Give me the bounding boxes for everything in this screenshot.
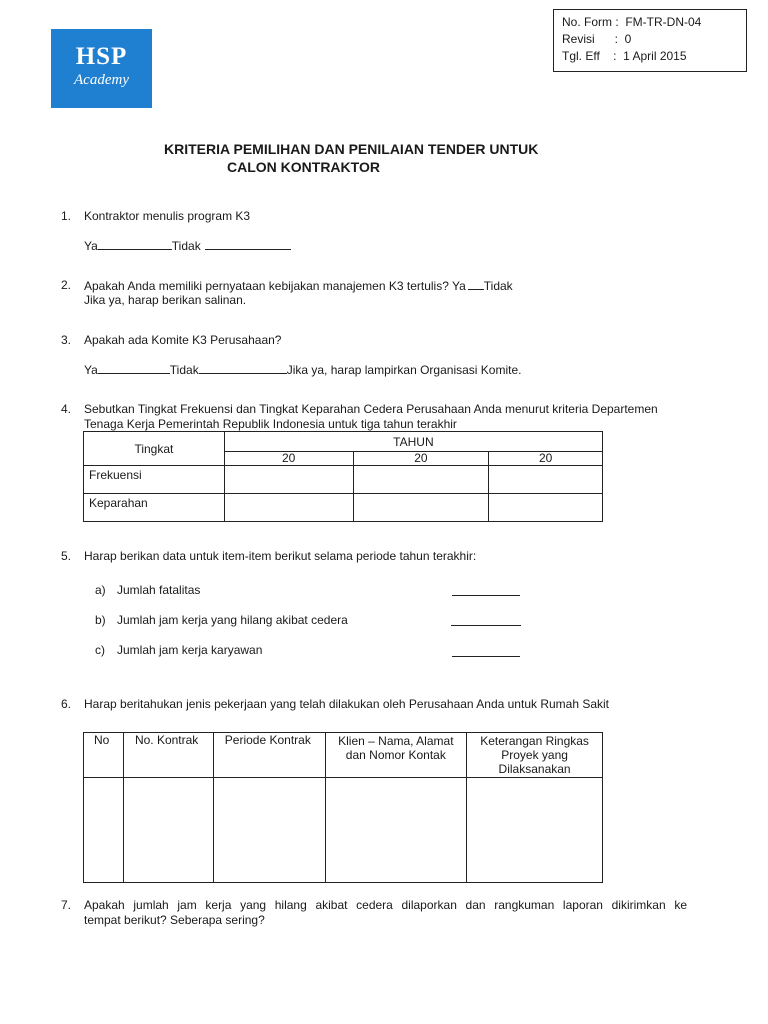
injury-rate-table <box>83 431 603 522</box>
q1-text: Kontraktor menulis program K3 <box>84 209 251 223</box>
q4-text-line2: Tenaga Kerja Pemerintah Republik Indonesia untuk tiga tahun terakhir <box>84 417 457 431</box>
q3-answer-row <box>84 362 521 377</box>
q6-text: Harap beritahukan jenis pekerjaan yang telah dilakukan oleh Perusahaan Anda untuk Rumah Sakit <box>84 697 610 711</box>
q5-item-c-letter: c) <box>95 643 105 657</box>
header-no: No <box>84 733 124 778</box>
q3-number: 3. <box>61 333 72 347</box>
q2-number: 2. <box>61 278 72 292</box>
table-cell[interactable] <box>325 778 467 883</box>
table-cell[interactable] <box>84 778 124 883</box>
q7-text-line1: Apakah jumlah jam kerja yang hilang akibat cedera dilaporkan dan rangkuman laporan dikirimkan ke <box>84 898 687 912</box>
q5-item-a-letter: a) <box>95 583 106 597</box>
header-klien: Klien – Nama, Alamat dan Nomor Kontak <box>325 733 467 778</box>
q7-text-line2: tempat berikut? Seberapa sering? <box>84 913 265 927</box>
q4-number: 4. <box>61 402 72 416</box>
header-keterangan: Keterangan Ringkas Proyek yang Dilaksanakan <box>467 733 603 778</box>
q7-number: 7. <box>61 898 72 912</box>
table-cell[interactable] <box>467 778 603 883</box>
table-cell[interactable] <box>489 494 603 522</box>
q5-number: 5. <box>61 549 72 563</box>
project-history-table <box>83 732 603 883</box>
logo-text-hsp: HSP <box>75 43 128 70</box>
q1-tidak-blank[interactable] <box>205 238 291 250</box>
q2-ya-blank[interactable] <box>468 278 484 290</box>
header-periode-kontrak: Periode Kontrak <box>213 733 325 778</box>
logo-text-academy: Academy <box>74 72 129 88</box>
form-info-box <box>553 9 747 72</box>
q4-text-line1: Sebutkan Tingkat Frekuensi dan Tingkat Keparahan Cedera Perusahaan Anda menurut kriteria Departemen <box>84 402 658 416</box>
q5-item-b-label: Jumlah jam kerja yang hilang akibat cedera <box>117 613 348 627</box>
row-label-frekuensi: Frekuensi <box>84 466 225 494</box>
q5-item-b-blank[interactable] <box>451 625 521 626</box>
q5-item-a-blank[interactable] <box>452 595 520 596</box>
year-header: 20 <box>353 452 489 466</box>
table-cell[interactable] <box>489 466 603 494</box>
table-cell[interactable] <box>224 466 353 494</box>
q3-tidak-label: Tidak <box>169 363 199 377</box>
table-cell[interactable] <box>224 494 353 522</box>
q1-tidak-label: Tidak <box>171 239 201 253</box>
hsp-academy-logo <box>51 29 152 108</box>
q3-text: Apakah ada Komite K3 Perusahaan? <box>84 333 282 347</box>
q5-item-a-label: Jumlah fatalitas <box>117 583 201 597</box>
q3-note: Jika ya, harap lampirkan Organisasi Komite. <box>286 363 522 377</box>
q1-answer-row <box>84 238 291 253</box>
q2-note: Jika ya, harap berikan salinan. <box>84 293 247 307</box>
q3-ya-blank[interactable] <box>98 362 170 374</box>
q1-ya-label: Ya <box>84 239 98 253</box>
form-effective-date: Tgl. Eff : 1 April 2015 <box>562 49 687 63</box>
year-header: 20 <box>489 452 603 466</box>
table-cell[interactable] <box>123 778 213 883</box>
q1-number: 1. <box>61 209 72 223</box>
table-cell[interactable] <box>213 778 325 883</box>
table-cell[interactable] <box>353 466 489 494</box>
q5-item-b-letter: b) <box>95 613 106 627</box>
q5-item-c-blank[interactable] <box>452 656 520 657</box>
q5-text: Harap berikan data untuk item-item berikut selama periode tahun terakhir: <box>84 549 477 563</box>
form-revision: Revisi : 0 <box>562 32 632 46</box>
q3-ya-label: Ya <box>84 363 98 377</box>
document-title-line2: CALON KONTRAKTOR <box>227 159 380 175</box>
q1-ya-blank[interactable] <box>98 238 172 250</box>
form-number: No. Form : FM-TR-DN-04 <box>562 15 702 29</box>
year-header: 20 <box>224 452 353 466</box>
document-title-line1: KRITERIA PEMILIHAN DAN PENILAIAN TENDER UNTUK <box>164 141 539 157</box>
q2-tidak-label: Tidak <box>483 279 513 293</box>
q5-item-c-label: Jumlah jam kerja karyawan <box>117 643 263 657</box>
header-no-kontrak: No. Kontrak <box>123 733 213 778</box>
q6-number: 6. <box>61 697 72 711</box>
header-tingkat: Tingkat <box>84 432 225 466</box>
q3-tidak-blank[interactable] <box>199 362 287 374</box>
row-label-keparahan: Keparahan <box>84 494 225 522</box>
q2-text: Apakah Anda memiliki pernyataan kebijakan manajemen K3 tertulis? Ya <box>84 279 466 293</box>
q2-question-row <box>84 278 513 293</box>
table-cell[interactable] <box>353 494 489 522</box>
header-tahun: TAHUN <box>224 432 602 452</box>
